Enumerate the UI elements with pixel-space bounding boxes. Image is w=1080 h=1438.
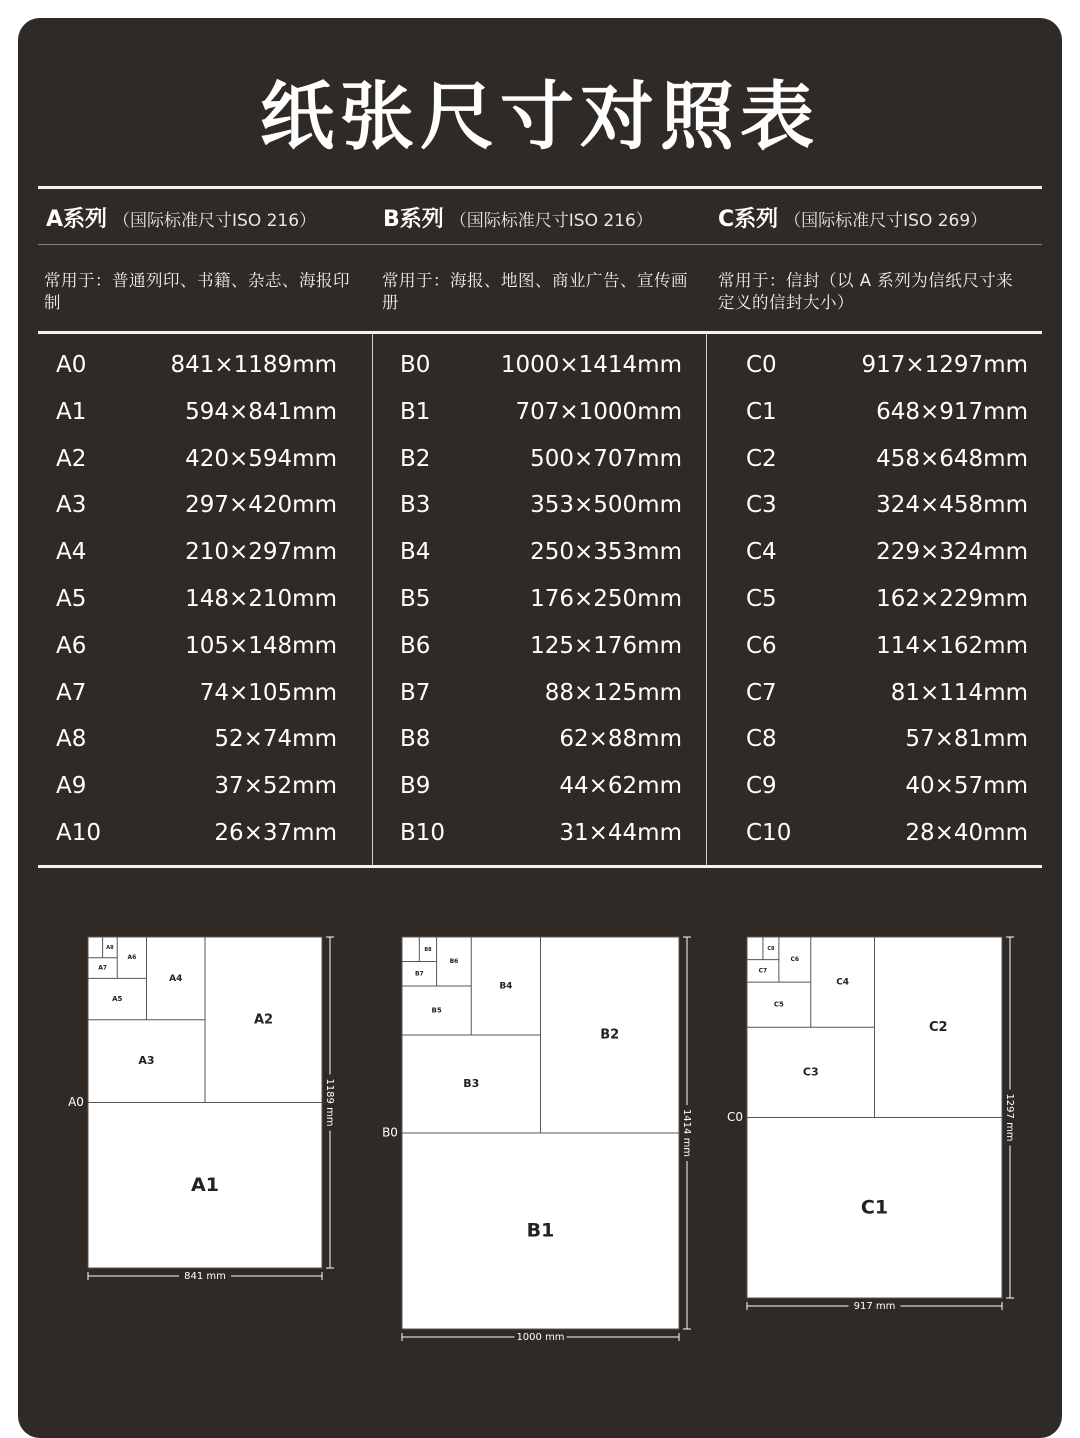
paper-label: C10 (746, 820, 792, 846)
size-label: B7 (414, 970, 424, 978)
paper-label: A3 (56, 492, 87, 519)
paper-size: 324×458mm (876, 492, 1028, 519)
width-label: 1000 mm (516, 1332, 565, 1343)
paper-label: C0 (746, 352, 777, 378)
size-label: C5 (773, 1000, 784, 1009)
paper-size: 594×841mm (185, 398, 337, 425)
paper-label: B0 (400, 352, 431, 378)
paper-size: 1000×1414mm (500, 352, 682, 378)
paper-size: 500×707mm (530, 445, 682, 472)
paper-label: C1 (746, 398, 777, 425)
paper-size: 841×1189mm (170, 352, 337, 378)
paper-label: A5 (56, 586, 87, 612)
size-label: B3 (463, 1077, 480, 1090)
paper-label: B4 (400, 539, 431, 566)
paper-size: 26×37mm (214, 820, 337, 846)
page-title: 纸张尺寸对照表 (260, 74, 820, 160)
paper-size: 210×297mm (185, 539, 337, 566)
paper-label: A6 (56, 632, 87, 659)
paper-size: 52×74mm (214, 726, 337, 753)
height-label: 1297 mm (1004, 1093, 1015, 1142)
paper-label: B5 (400, 586, 431, 612)
size-label: A3 (138, 1054, 155, 1068)
size-label: B5 (431, 1006, 442, 1015)
paper-size: 250×353mm (530, 539, 682, 566)
paper-size: 353×500mm (530, 492, 682, 519)
paper-size: 229×324mm (876, 539, 1028, 566)
paper-size: 62×88mm (559, 726, 682, 753)
paper-label: C9 (746, 773, 777, 800)
paper-label: A1 (56, 398, 87, 425)
paper-label: C6 (746, 632, 777, 659)
paper-size: 648×917mm (876, 398, 1028, 425)
paper-label: A0 (56, 352, 87, 378)
size-label: C6 (790, 956, 800, 964)
paper-label: B10 (400, 820, 446, 846)
paper-label: B6 (400, 632, 431, 659)
paper-label: B8 (400, 726, 431, 753)
size-label: B2 (600, 1027, 620, 1043)
paper-label: C5 (746, 586, 777, 612)
series-usage-b: 常用于：海报、地图、商业广告、宣传画册 (382, 271, 688, 312)
paper-size: 297×420mm (185, 492, 337, 519)
paper-size: 420×594mm (185, 445, 337, 472)
base-label: C0 (726, 1110, 744, 1124)
series-name: B系列 (383, 207, 444, 232)
paper-size: 31×44mm (559, 820, 682, 846)
base-label: A0 (68, 1095, 84, 1109)
paper-label: C2 (746, 445, 777, 472)
paper-size: 44×62mm (559, 773, 682, 800)
paper-size: 74×105mm (199, 679, 337, 706)
paper-label: C4 (746, 539, 777, 566)
height-label: 1414 mm (681, 1108, 692, 1158)
paper-size: 40×57mm (905, 773, 1028, 800)
paper-label: B7 (400, 679, 431, 706)
paper-label: A10 (56, 820, 102, 846)
size-label: A5 (112, 995, 123, 1004)
paper-size: 81×114mm (890, 679, 1028, 706)
paper-size: 176×250mm (530, 586, 682, 612)
paper-label: B3 (400, 492, 431, 519)
series-usage-a: 常用于：普通列印、书籍、杂志、海报印制 (44, 271, 350, 312)
size-label: C8 (767, 945, 775, 952)
paper-label: A4 (56, 539, 87, 566)
paper-size: 148×210mm (185, 586, 337, 612)
paper-label: C8 (746, 726, 777, 753)
base-label: B0 (382, 1125, 398, 1140)
paper-size: 458×648mm (876, 445, 1028, 472)
width-label: 841 mm (184, 1271, 226, 1282)
size-label: A4 (169, 973, 183, 984)
paper-size: 162×229mm (876, 586, 1028, 612)
series-name: C系列 (718, 207, 779, 232)
paper-size: 37×52mm (214, 773, 337, 800)
paper-size: 707×1000mm (515, 398, 682, 425)
size-label: C4 (836, 977, 850, 988)
size-label: A8 (106, 944, 114, 951)
height-label: 1189 mm (324, 1078, 335, 1127)
series-standard: （国际标准尺寸ISO 216） (113, 211, 317, 231)
paper-label: A8 (56, 726, 87, 753)
size-label: B8 (424, 946, 432, 953)
paper-label: A9 (56, 773, 87, 800)
paper-size: 105×148mm (185, 632, 337, 659)
size-label: C2 (928, 1019, 948, 1035)
paper-size: 57×81mm (905, 726, 1028, 753)
paper-size: 125×176mm (530, 632, 682, 659)
size-label: B4 (499, 981, 513, 992)
width-label: 917 mm (853, 1301, 896, 1312)
series-usage-c: 常用于：信封（以 A 系列为信纸尺寸来定义的信封大小） (718, 271, 1014, 312)
paper-size: 917×1297mm (861, 352, 1028, 378)
paper-label: A2 (56, 445, 87, 472)
series-standard: （国际标准尺寸ISO 216） (449, 211, 653, 231)
series-name: A系列 (46, 207, 108, 232)
paper-label: C7 (746, 679, 777, 706)
paper-size: 28×40mm (905, 820, 1028, 846)
size-label: A1 (191, 1173, 219, 1196)
size-label: B1 (526, 1219, 555, 1242)
paper-label: C3 (746, 492, 777, 519)
size-label: A2 (253, 1012, 274, 1028)
paper-label: B9 (400, 773, 431, 800)
size-label: C1 (860, 1196, 889, 1219)
paper-size: 114×162mm (876, 632, 1028, 659)
size-label: C3 (802, 1065, 819, 1079)
size-label: A6 (127, 954, 137, 962)
paper-label: A7 (56, 679, 87, 706)
series-standard: （国际标准尺寸ISO 269） (784, 211, 988, 231)
paper-label: B1 (400, 398, 431, 425)
size-label: A7 (98, 964, 108, 972)
size-label: C7 (758, 967, 768, 975)
size-label: B6 (449, 958, 459, 965)
paper-label: B2 (400, 445, 431, 472)
paper-size: 88×125mm (544, 679, 682, 706)
